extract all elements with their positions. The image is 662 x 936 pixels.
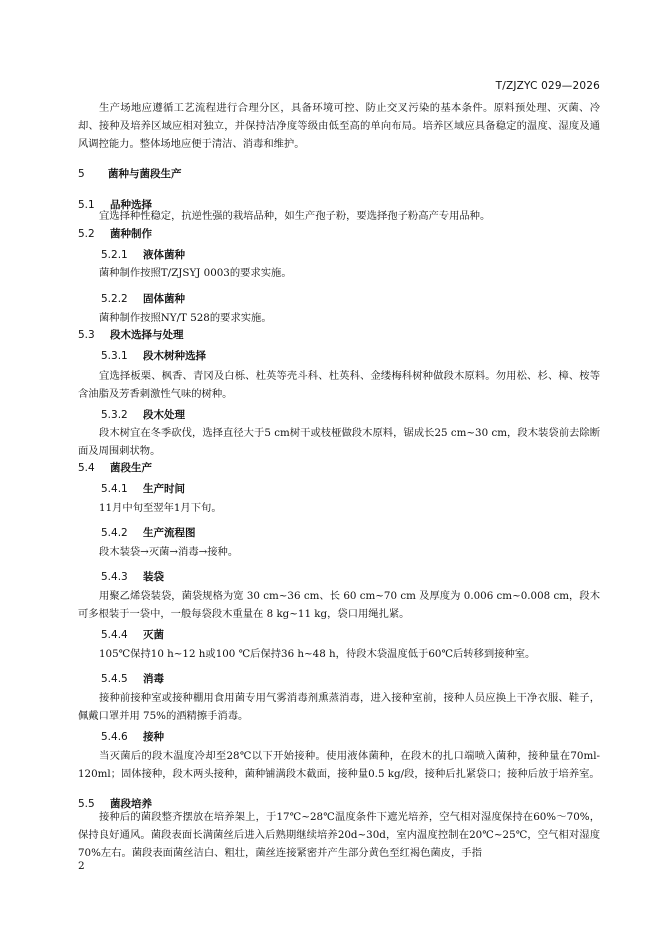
paragraph-5-3-1: 宜选择板栗、枫香、青冈及白栎、杜英等壳斗科、杜英科、金缕梅科树种做段木原料。勿用松、杉、樟、桉等含油脂及芳香刺激性气味的树种。 — [78, 370, 600, 401]
section-number: 5.3 — [78, 329, 95, 341]
section-heading-5-2-2 — [101, 291, 185, 306]
page-number: 2 — [78, 860, 85, 872]
section-heading-5 — [78, 166, 182, 181]
section-heading-5-4-6 — [101, 729, 164, 744]
paragraph-5-4-6: 当灭菌后的段木温度冷却至28℃以下开始接种。使用液体菌种，在段木的扎口端喷入菌种，接种量在70ml-120ml；固体接种，段木两头接种，菌种铺满段木截面，接种量0.5 kg/段，接种后扎紧袋口；接种后放于培养室。 — [78, 750, 600, 781]
section-number: 5.2.1 — [101, 249, 128, 261]
section-number: 5.1 — [78, 199, 95, 211]
paragraph-5-3-2: 段木树宜在冬季砍伐，选择直径大于5 cm树干或枝桠做段木原料，锯成长25 cm~30 cm，段木装袋前去除断面及周围刺状物。 — [78, 427, 600, 458]
section-title: 段木树种选择 — [143, 350, 206, 362]
section-title: 生产时间 — [143, 483, 185, 495]
section-number: 5.4.2 — [101, 527, 128, 539]
section-number: 5.4.3 — [101, 571, 128, 583]
section-heading-5-4-5 — [101, 671, 164, 686]
section-title: 接种 — [143, 731, 164, 743]
section-title: 灭菌 — [143, 629, 164, 641]
section-number: 5.4.1 — [101, 483, 128, 495]
paragraph-5-2-1: 菌种制作按照T/ZJSYJ 0003的要求实施。 — [99, 267, 292, 279]
section-title: 菌段培养 — [110, 798, 152, 810]
section-number: 5.4 — [78, 462, 95, 474]
section-title: 菌段生产 — [110, 462, 152, 474]
paragraph-5-4-1: 11月中旬至翌年1月下旬。 — [99, 502, 222, 514]
paragraph-5-1: 宜选择种性稳定，抗逆性强的栽培品种，如生产孢子粉，要选择孢子粉高产专用品种。 — [99, 210, 491, 222]
section-title: 品种选择 — [110, 199, 152, 211]
section-heading-5-3 — [78, 327, 184, 342]
section-number: 5.5 — [78, 798, 95, 810]
section-number: 5.3.2 — [101, 409, 128, 421]
section-heading-5-4-4 — [101, 627, 164, 642]
section-title: 液体菌种 — [143, 249, 185, 261]
paragraph-5-4-3: 用聚乙烯袋装袋，菌袋规格为宽 30 cm~36 cm、长 60 cm~70 cm 及厚度为 0.006 cm~0.008 cm，段木可多根装于一袋中，一般每袋段木重量在 8 kg~11 kg，袋口用绳扎紧。 — [78, 590, 600, 621]
section-heading-5-4-1 — [101, 481, 185, 496]
paragraph-5-4-5: 接种前接种室或接种棚用食用菌专用气雾消毒剂熏蒸消毒，进入接种室前，接种人员应换上干净衣服、鞋子，佩戴口罩并用 75%的酒精擦手消毒。 — [78, 692, 600, 723]
section-number: 5 — [78, 168, 85, 180]
section-title: 消毒 — [143, 673, 164, 685]
section-title: 菌种与菌段生产 — [108, 168, 182, 180]
section-number: 5.4.4 — [101, 629, 128, 641]
section-title: 固体菌种 — [143, 293, 185, 305]
intro-paragraph: 生产场地应遵循工艺流程进行合理分区，具备环境可控、防止交叉污染的基本条件。原料预处理、灭菌、冷却、接种及培养区域应相对独立，并保持洁净度等级由低至高的单向布局。培养区域应具备稳定的温度、湿度及通风调控能力。整体场地应便于清洁、消毒和维护。 — [78, 102, 600, 151]
standard-number: T/ZJZYC 029—2026 — [495, 80, 600, 92]
section-number: 5.3.1 — [101, 350, 128, 362]
paragraph-5-5: 接种后的菌段整齐摆放在培养架上，于17℃~28℃温度条件下遮光培养，空气相对湿度保持在60%～70%，保持良好通风。菌段表面长满菌丝后进入后熟期继续培养20d~30d，室内温度控制在20℃~25℃，空气相对湿度70%左右。菌段表面菌丝洁白、粗壮，菌丝连接紧密并产生部分黄色至红褐色菌皮，手指 — [78, 811, 600, 860]
section-heading-5-2-1 — [101, 247, 185, 262]
section-heading-5-3-1 — [101, 348, 206, 363]
paragraph-5-2-2: 菌种制作按照NY/T 528的要求实施。 — [99, 312, 272, 324]
paragraph-5-4-4: 105℃保持10 h~12 h或100 ℃后保持36 h~48 h，待段木袋温度低于60℃后转移到接种室。 — [99, 648, 536, 660]
section-number: 5.2.2 — [101, 293, 128, 305]
section-title: 段木选择与处理 — [110, 329, 184, 341]
section-title: 段木处理 — [143, 409, 185, 421]
section-title: 菌种制作 — [110, 228, 152, 240]
section-heading-5-4-3 — [101, 569, 164, 584]
section-title: 装袋 — [143, 571, 164, 583]
section-number: 5.4.5 — [101, 673, 128, 685]
section-heading-5-3-2 — [101, 407, 185, 422]
section-heading-5-4 — [78, 460, 152, 475]
paragraph-5-4-2: 段木装袋→灭菌→消毒→接种。 — [99, 546, 239, 558]
section-heading-5-2 — [78, 226, 152, 241]
section-title: 生产流程图 — [143, 527, 196, 539]
section-heading-5-4-2 — [101, 525, 196, 540]
section-number: 5.4.6 — [101, 731, 128, 743]
section-number: 5.2 — [78, 228, 95, 240]
